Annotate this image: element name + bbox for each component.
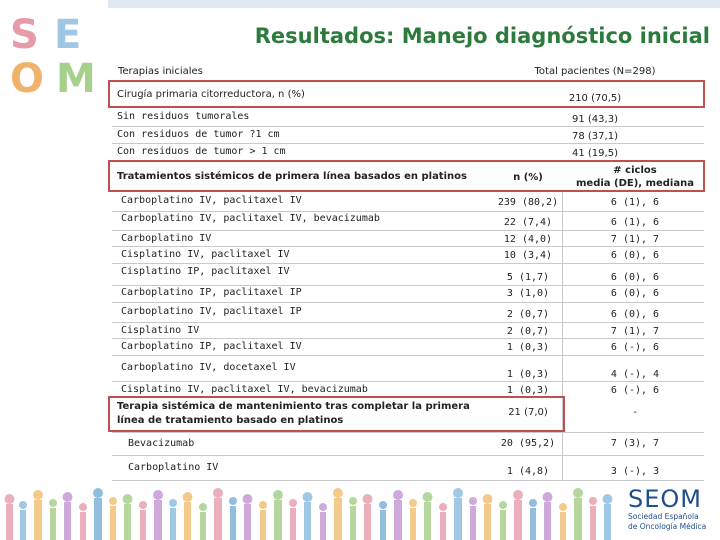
treatment-row-label: Carboplatino IV, paclitaxel IV, bevacizumab [121,213,380,224]
maintenance-heading-2: línea de tratamiento basado en platinos [117,415,344,426]
treatment-row-ciclos: 7 (1), 7 [610,326,660,337]
treatment-row-ciclos: 6 (0), 6 [610,272,660,283]
maintenance-ciclos: - [633,407,637,418]
treatment-row-label: Cisplatino IV, paclitaxel IV, bevacizumab [121,384,368,395]
divider [112,263,704,264]
treatment-row-label: Carboplatino IP, paclitaxel IV [121,341,302,352]
treatment-row-ciclos: 6 (0), 6 [610,288,660,299]
maintenance-row-ciclos: 3 (-), 3 [610,466,660,477]
divider [112,143,704,144]
svg-text:E: E [54,12,82,58]
residual-label-1: Sin residuos tumorales [117,111,250,122]
residual-value-3: 41 (19,5) [572,148,618,159]
treatment-row-label: Cisplatino IV, paclitaxel IV [121,249,290,260]
maintenance-heading-1: Terapia sistémica de mantenimiento tras completar la primera [117,401,470,412]
treatment-row-label: Cisplatino IV [121,325,200,336]
divider [112,480,704,481]
divider [112,211,704,212]
divider [112,126,704,127]
seom-brand [628,484,718,538]
treatment-row-label: Carboplatino IV, docetaxel IV [121,362,296,373]
treatment-row-ciclos: 7 (1), 7 [610,234,660,245]
treatment-row-ciclos: 6 (-), 6 [610,342,660,353]
divider [112,230,704,231]
divider [112,432,704,433]
svg-text:O: O [10,56,45,96]
divider [112,455,704,456]
divider [112,246,704,247]
divider [112,285,704,286]
treatment-row-ciclos: 6 (-), 6 [610,385,660,396]
top-accent-bar [108,0,720,8]
treatment-row-ciclos: 6 (0), 6 [610,250,660,261]
treatment-row-label: Cisplatino IP, paclitaxel IV [121,266,290,277]
residual-value-2: 78 (37,1) [572,131,618,142]
treatment-row-label: Carboplatino IV, paclitaxel IV [121,195,302,206]
treatment-row-n: 2 (0,7) [506,326,550,337]
divider [112,381,704,382]
page-title: Resultados: Manejo diagnóstico inicial [254,24,710,48]
col-total-pacientes: Total pacientes (N=298) [534,66,656,77]
divider [112,322,704,323]
treatment-row-n: 12 (4,0) [503,234,553,245]
treatment-row-ciclos: 6 (1), 6 [610,197,660,208]
svg-text:M: M [56,56,96,96]
surgery-label: Cirugía primaria citorreductora, n (%) [117,89,305,100]
treatment-row-n: 1 (0,3) [506,342,550,353]
treatment-row-n: 2 (0,7) [506,309,550,320]
col-n-pct: n (%) [513,172,543,183]
seom-brand-name: SEOM [628,485,702,513]
divider [112,355,704,356]
divider [112,302,704,303]
treatment-row-label: Carboplatino IP, paclitaxel IP [121,287,302,298]
treatment-row-n: 10 (3,4) [503,250,553,261]
maintenance-row-n: 1 (4,8) [506,466,550,477]
maintenance-row-ciclos: 7 (3), 7 [610,438,660,449]
treatment-row-ciclos: 6 (0), 6 [610,309,660,320]
treatment-row-ciclos: 4 (-), 4 [610,369,660,380]
maintenance-row-label: Carboplatino IV [128,462,219,473]
seom-brand-sub-1: Sociedad Española [628,512,699,521]
treatment-row-n: 3 (1,0) [506,288,550,299]
seom-logo [4,6,104,96]
treatment-row-n: 239 (80,2) [497,197,559,208]
treatment-row-n: 1 (0,3) [506,385,550,396]
treatment-heading: Tratamientos sistémicos de primera línea basados en platinos [117,171,467,182]
col-ciclos-sub: media (DE), mediana [576,178,694,189]
seom-brand-sub-2: de Oncología Médica [628,522,707,531]
col-ciclos: # ciclos [613,165,657,176]
maintenance-row-n: 20 (95,2) [500,438,556,449]
treatment-row-label: Carboplatino IV, paclitaxel IP [121,306,302,317]
divider [112,338,704,339]
maintenance-row-label: Bevacizumab [128,438,195,449]
col-terapias-iniciales: Terapias iniciales [118,66,203,77]
crowd-illustration [0,486,720,540]
treatment-row-ciclos: 6 (1), 6 [610,217,660,228]
treatment-row-label: Carboplatino IV [121,233,212,244]
treatment-row-n: 22 (7,4) [503,217,553,228]
svg-text:S: S [10,12,39,58]
surgery-value: 210 (70,5) [568,93,622,104]
residual-label-2: Con residuos de tumor ?1 cm [117,129,280,140]
treatment-row-n: 5 (1,7) [506,272,550,283]
treatment-row-n: 1 (0,3) [506,369,550,380]
maintenance-n: 21 (7,0) [508,407,548,418]
residual-label-3: Con residuos de tumor > 1 cm [117,146,286,157]
residual-value-1: 91 (43,3) [572,114,618,125]
